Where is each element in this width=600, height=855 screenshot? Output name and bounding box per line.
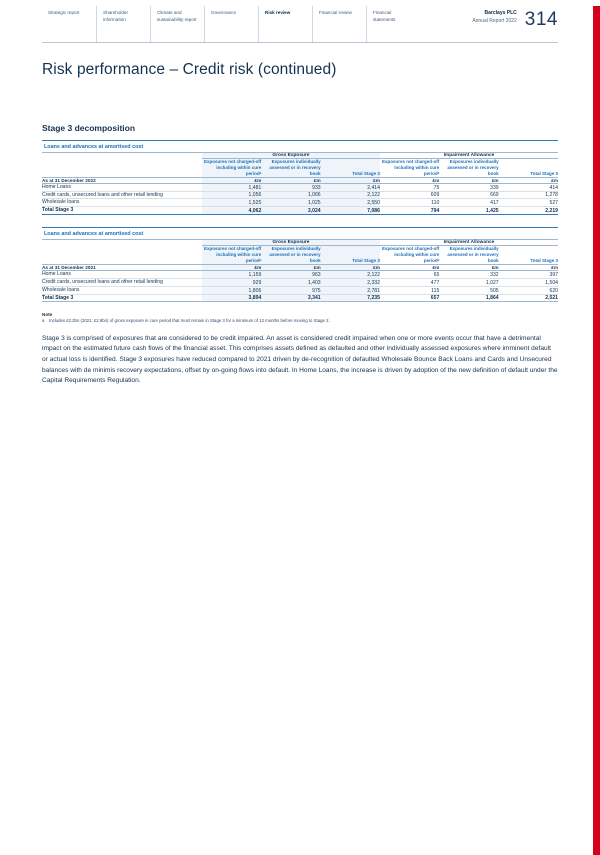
row-label: Credit cards, unsecured loans and other retail lending — [42, 191, 202, 199]
footnote-block — [42, 312, 558, 324]
column-header-impairment-individually-assessed: Exposures individually assessed or in recovery book — [447, 245, 499, 263]
footnote-marker: a — [42, 318, 45, 324]
row-label: Total Stage 3 — [42, 207, 202, 215]
table-row — [42, 278, 558, 286]
column-header-gross-not-charged-off: Exposures not charged-off including within cure periodᵃ — [202, 245, 261, 264]
table-1-column-header-row — [42, 158, 558, 177]
cell-value: 2,550 — [321, 199, 380, 207]
table-2-unit-3: £m — [321, 264, 380, 270]
cell-value: 2,332 — [321, 278, 380, 286]
cell-value: 4,062 — [202, 207, 261, 215]
cell-value: 110 — [380, 199, 439, 207]
column-header-blank — [42, 158, 202, 177]
cell-value: 1,481 — [202, 183, 261, 191]
cell-value: 1,425 — [439, 207, 498, 215]
cell-value: 527 — [499, 199, 558, 207]
cell-value: 1,864 — [439, 294, 498, 302]
table-total-row — [42, 207, 558, 215]
cell-value: 7,235 — [321, 294, 380, 302]
column-header-impairment-not-charged-off: Exposures not charged-off including within cure periodᵃ — [382, 158, 440, 176]
cell-value: 1,278 — [499, 191, 558, 199]
cell-value: 1,403 — [261, 278, 320, 286]
cell-value: 620 — [499, 286, 558, 294]
cell-value: 1,066 — [261, 191, 320, 199]
page-title: Risk performance – Credit risk (continued) — [42, 61, 337, 78]
table-row — [42, 270, 558, 278]
column-header-impairment-total-stage-3: Total Stage 3 — [530, 257, 558, 263]
table-1-unit-6: £m — [499, 177, 558, 183]
nav-tab-strategic-report[interactable]: Strategic report — [48, 10, 80, 15]
row-label: Credit cards, unsecured loans and other retail lending — [42, 278, 202, 286]
table-1-unit-3: £m — [321, 177, 380, 183]
group-header-impairment-allowance: Impairment Allowance — [380, 240, 558, 246]
cell-value: 3,024 — [261, 207, 320, 215]
column-header-impairment-total-stage-3: Total Stage 3 — [530, 170, 558, 176]
column-header-blank — [42, 245, 202, 264]
nav-right-block — [472, 6, 558, 42]
cell-value: 1,504 — [499, 278, 558, 286]
page-edge-accent-bar — [593, 6, 600, 855]
row-label: Wholesale loans — [42, 286, 202, 294]
table-gap — [42, 215, 558, 227]
table-row — [42, 183, 558, 191]
table-2-unit-2: £m — [261, 264, 320, 270]
table-1-unit-5: £m — [439, 177, 498, 183]
cell-value: 7,086 — [321, 207, 380, 215]
nav-tab-financial-review[interactable]: Financial review — [312, 6, 366, 42]
column-header-gross-total-stage-3: Total Stage 3 — [321, 158, 380, 177]
cell-value: 115 — [380, 286, 439, 294]
cell-value: 3,341 — [261, 294, 320, 302]
cell-value: 414 — [499, 183, 558, 191]
table-2-caption: Loans and advances at amortised cost — [42, 227, 558, 240]
table-row — [42, 286, 558, 294]
cell-value: 339 — [439, 183, 498, 191]
table-2-unit-4: £m — [380, 264, 439, 270]
column-header-gross-total-stage-3: Total Stage 3 — [321, 245, 380, 264]
group-header-impairment-allowance: Impairment Allowance — [380, 153, 558, 159]
column-header-gross-not-charged-off: Exposures not charged-off including within cure periodᵃ — [202, 158, 261, 177]
cell-value: 2,122 — [321, 191, 380, 199]
footnote-title: Note — [42, 312, 53, 318]
cell-value: 3,894 — [202, 294, 261, 302]
table-row — [42, 191, 558, 199]
cell-value: 2,781 — [321, 286, 380, 294]
body-paragraph: Stage 3 is comprised of exposures that are considered to be credit impaired. An asset is considered credit impaired when one or more events occur that have a detrimental impact on the estimated future cash flows of the financial asset. This comprises assets defined as defaulted and other individually assessed exposures where imminent default or actual loss is identified. Stage 3 exposures have reduced compared to 2021 driven by de-recognition of defaulted Wholesale Bounce Back Loans and Cards and Unsecured balances with de minimis recovery expectations, offset by on-going flows into default. In Home Loans, the increase is driven by adoption of the new definition of default under the Capital Requirements Regulation. — [42, 334, 558, 385]
table-1-date-label: As at 31 December 2022 — [42, 177, 202, 183]
table-2-column-header-row — [42, 245, 558, 264]
cell-value: 669 — [439, 191, 498, 199]
table-1-caption: Loans and advances at amortised cost — [42, 140, 558, 153]
table-2-unit-1: £m — [202, 264, 261, 270]
cell-value: 609 — [380, 191, 439, 199]
table-row — [42, 199, 558, 207]
cell-value: 2,219 — [499, 207, 558, 215]
nav-tab-shareholder-information[interactable]: Shareholder information — [96, 6, 150, 42]
cell-value: 505 — [439, 286, 498, 294]
table-1-unit-1: £m — [202, 177, 261, 183]
cell-value: 2,521 — [499, 294, 558, 302]
top-navigation — [42, 6, 558, 43]
cell-value: 65 — [380, 270, 439, 278]
cell-value: 1,159 — [202, 270, 261, 278]
group-header-gross-exposure: Gross Exposure — [202, 153, 380, 159]
cell-value: 397 — [499, 270, 558, 278]
nav-tab-governance[interactable]: Governance — [204, 6, 258, 42]
row-label: Home Loans — [42, 183, 202, 191]
cell-value: 1,025 — [261, 199, 320, 207]
column-header-impairment-not-charged-off: Exposures not charged-off including within cure periodᵃ — [382, 245, 440, 263]
nav-tab-risk-review[interactable]: Risk review — [258, 6, 312, 42]
cell-value: 75 — [380, 183, 439, 191]
cell-value: 929 — [202, 278, 261, 286]
table-2-date-label: As at 31 December 2021 — [42, 264, 202, 270]
nav-tab-climate-and-sustainability-report[interactable]: Climate and sustainability report — [150, 6, 204, 42]
column-header-impairment-individually-assessed: Exposures individually assessed or in recovery book — [447, 158, 499, 176]
section-title: Stage 3 decomposition — [42, 123, 136, 133]
cell-value: 1,027 — [439, 278, 498, 286]
cell-value: 2,122 — [321, 270, 380, 278]
table-2-unit-5: £m — [439, 264, 498, 270]
report-name: Annual Report 2022 — [472, 17, 517, 24]
company-identity — [472, 10, 524, 25]
cell-value: 1,525 — [202, 199, 261, 207]
cell-value: 1,056 — [202, 191, 261, 199]
table-total-row — [42, 294, 558, 302]
stage-3-decomposition-section — [42, 123, 558, 387]
company-name: Barclays PLC — [484, 10, 517, 16]
nav-tab-financial-statements[interactable]: Financial statements — [366, 6, 420, 42]
row-label: Home Loans — [42, 270, 202, 278]
nav-spacer — [420, 6, 472, 42]
row-label: Wholesale loans — [42, 199, 202, 207]
cell-value: 1,806 — [202, 286, 261, 294]
cell-value: 794 — [380, 207, 439, 215]
page-number: 314 — [524, 9, 558, 30]
footnote-item — [42, 318, 558, 324]
table-1-unit-2: £m — [261, 177, 320, 183]
cell-value: 2,414 — [321, 183, 380, 191]
table-2022 — [42, 153, 558, 216]
row-label: Total Stage 3 — [42, 294, 202, 302]
cell-value: 657 — [380, 294, 439, 302]
cell-value: 477 — [380, 278, 439, 286]
cell-value: 417 — [439, 199, 498, 207]
cell-value: 963 — [261, 270, 320, 278]
column-header-gross-individually-assessed: Exposures individually assessed or in recovery book — [261, 245, 320, 264]
footnote-text: Includes £2.2bn (2021: £2.9bn) of gross exposure in cure period that must remain in Stage 3 for a minimum of 12 months before moving to Stage 2. — [49, 318, 330, 324]
table-2021 — [42, 240, 558, 303]
column-header-gross-individually-assessed: Exposures individually assessed or in recovery book — [261, 158, 320, 177]
cell-value: 933 — [261, 183, 320, 191]
table-1-unit-4: £m — [380, 177, 439, 183]
cell-value: 975 — [261, 286, 320, 294]
table-2-unit-6: £m — [499, 264, 558, 270]
cell-value: 332 — [439, 270, 498, 278]
group-header-gross-exposure: Gross Exposure — [202, 240, 380, 246]
